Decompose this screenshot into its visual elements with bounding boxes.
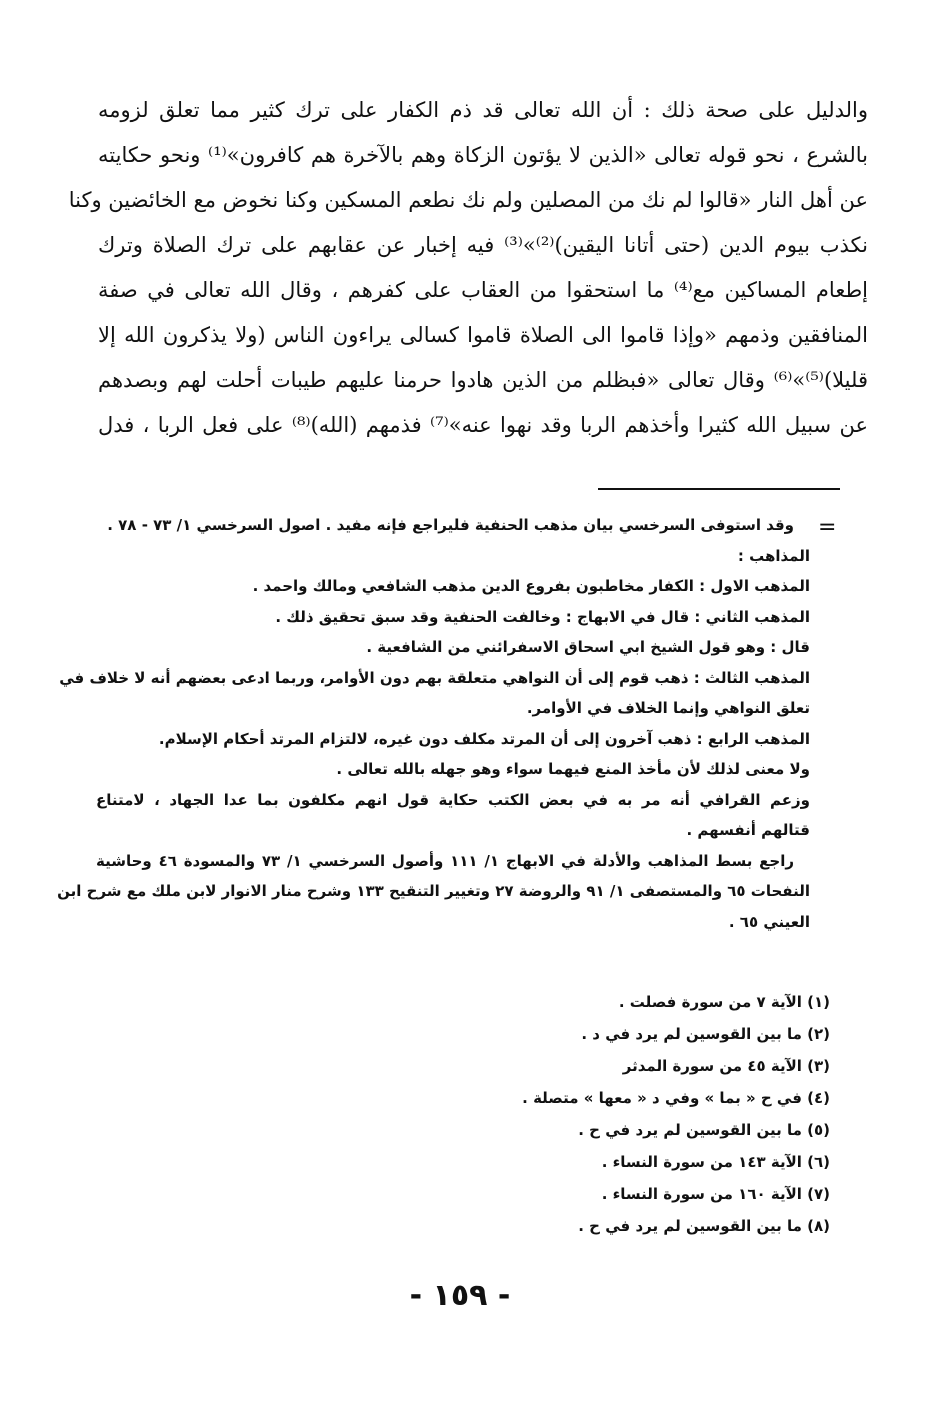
note-item: (٧) الآية ١٦٠ من سورة النساء .	[601, 1185, 830, 1203]
main-text-line: عن سبيل الله كثيرا وأخذهم الربا وقد نهوا عنه»⁽⁷⁾ فذمهم (الله)⁽⁸⁾ على فعل الربا ، فدل	[98, 413, 868, 437]
footnote-line: وقد استوفى السرخسي بيان مذهب الحنفية فليراجع فإنه مفيد . اصول السرخسي ١/ ٧٣ - ٧٨ .	[107, 516, 794, 534]
footnote-line: قتالهم أنفسهم .	[686, 821, 810, 839]
note-item: (٣) الآية ٤٥ من سورة المدثر	[622, 1057, 830, 1075]
footnote-line: المذهب الثاني : قال في الابهاج : وخالفت الحنفية وقد سبق تحقيق ذلك .	[275, 607, 810, 626]
footnote-line: العيني ٦٥ .	[728, 912, 810, 931]
main-text-line: إطعام المساكين مع⁽⁴⁾ ما استحقوا من العقاب على كفرهم ، وقال الله تعالى في صفة	[98, 278, 869, 302]
footnote-line: قال : وهو قول الشيخ ابي اسحاق الاسفرائني من الشافعية .	[366, 638, 810, 656]
main-text-line: والدليل على صحة ذلك : أن الله تعالى قد ذم الكفار على ترك كثير مما تعلق لزومه	[98, 98, 868, 122]
note-item: (٤) في ح « بما » وفي د « معها » متصلة .	[522, 1089, 830, 1107]
note-item: (١) الآية ٧ من سورة فصلت .	[618, 993, 830, 1011]
numbered-notes	[300, 986, 830, 1242]
note-item: (٦) الآية ١٤٣ من سورة النساء .	[601, 1153, 830, 1171]
footnote-separator	[598, 488, 840, 490]
footnote-line: المذهب الثالث : ذهب قوم إلى أن النواهي متعلقة بهم دون الأوامر، وربما ادعى بعضهم أنه لا خلاف في	[59, 668, 810, 687]
main-text-block	[68, 88, 869, 448]
footnote-block	[57, 510, 810, 937]
note-item: (٨) ما بين القوسين لم يرد في ح .	[578, 1217, 830, 1235]
footnote-line: وزعم القرافي أنه مر به في بعض الكتب حكاية قول انهم مكلفون بما عدا الجهاد ، لامتناع	[96, 790, 810, 809]
note-item: (٢) ما بين القوسين لم يرد في د .	[581, 1025, 830, 1043]
main-text-line: عن أهل النار «قالوا لم نك من المصلين ولم نك نطعم المسكين وكنا نخوض مع الخائضين وكنا	[68, 188, 868, 212]
footnote-line: المذهب الاول : الكفار مخاطبون بفروع الدين مذهب الشافعي ومالك واحمد .	[252, 577, 810, 595]
main-text-line: المنافقين وذمهم «وإذا قاموا الى الصلاة قاموا كسالى يراءون الناس (ولا يذكرون الله إلا	[98, 323, 868, 347]
footnote-line: راجع بسط المذاهب والأدلة في الابهاج ١/ ١١١ وأصول السرخسي ١/ ٧٣ والمسودة ٤٦ وحاشية	[96, 851, 794, 870]
footnote-continuation-mark: =	[818, 515, 837, 540]
note-item: (٥) ما بين القوسين لم يرد في ح .	[578, 1121, 830, 1139]
main-text-line: قليلا)⁽⁵⁾»⁽⁶⁾ وقال تعالى «فبظلم من الذين هادوا حرمنا عليهم طيبات أحلت لهم وبصدهم	[98, 368, 868, 392]
footnote-line: تعلق النواهي وإنما الخلاف في الأوامر.	[526, 699, 810, 717]
footnote-line: ولا معنى لذلك لأن مأخذ المنع فيهما سواء وهو جهله بالله تعالى .	[336, 760, 810, 778]
footnote-line: المذهب الرابع : ذهب آخرون إلى أن المرتد مكلف دون غيره، لالتزام المرتد أحكام الإسلام.	[158, 729, 810, 748]
page-number: - ١٥٩ -	[409, 1278, 511, 1313]
footnote-line: النفحات ٦٥ والمستصفى ١/ ٩١ والروضة ٢٧ وتغيير التنقيح ١٣٣ وشرح منار الانوار لابن ملك مع شرح ابن	[57, 882, 810, 900]
main-text-line: بالشرع ، نحو قوله تعالى «الذين لا يؤتون الزكاة وهم بالآخرة هم كافرون»⁽¹⁾ ونحو حكايته	[98, 143, 868, 167]
footnote-line: المذاهب :	[737, 546, 810, 565]
main-text-line: نكذب بيوم الدين (حتى أتانا اليقين)⁽²⁾»⁽³⁾ فيه إخبار عن عقابهم على ترك الصلاة وترك	[98, 233, 868, 257]
